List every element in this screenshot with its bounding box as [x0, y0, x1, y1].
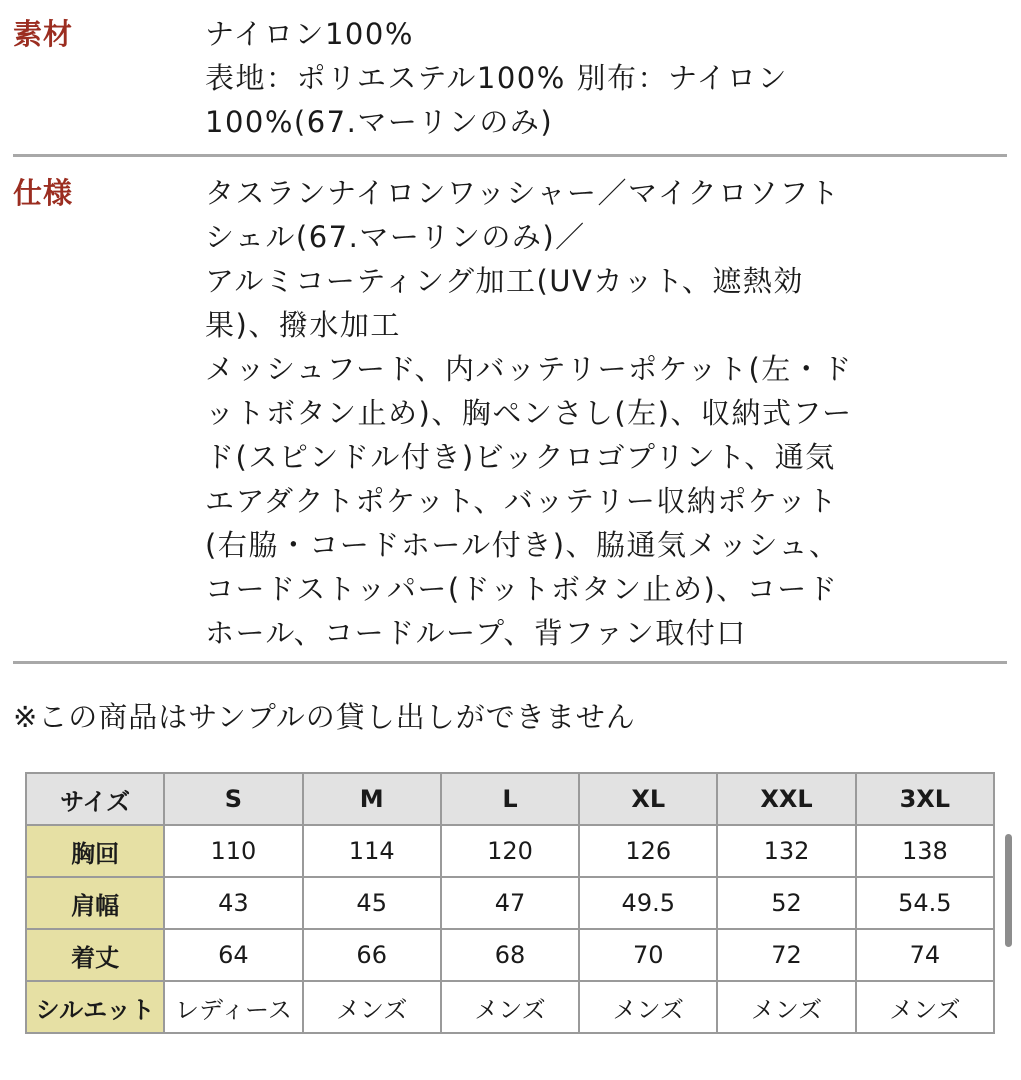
table-cell: 54.5: [856, 877, 994, 929]
specs-line: (右脇・コードホール付き)、脇通気メッシュ、: [205, 528, 840, 562]
table-cell: メンズ: [441, 981, 579, 1033]
size-corner-header: サイズ: [26, 773, 164, 825]
table-cell: 114: [303, 825, 441, 877]
specs-line: シェル(67.マーリンのみ)／: [205, 220, 586, 254]
specs-line: コードストッパー(ドットボタン止め)、コード: [205, 572, 839, 606]
row-label-length: 着丈: [26, 929, 164, 981]
table-cell: 47: [441, 877, 579, 929]
table-row: [26, 877, 994, 929]
table-cell: 120: [441, 825, 579, 877]
specs-line: 果)、撥水加工: [205, 308, 401, 342]
specs-value: [205, 171, 995, 655]
size-header: M: [303, 773, 441, 825]
table-cell: 110: [164, 825, 302, 877]
divider: [13, 661, 1007, 664]
table-cell: 66: [303, 929, 441, 981]
table-row: [26, 825, 994, 877]
specs-line: ホール、コードループ、背ファン取付口: [205, 616, 747, 650]
table-cell: 64: [164, 929, 302, 981]
material-label: 素材: [13, 17, 74, 51]
row-label-chest: 胸回: [26, 825, 164, 877]
row-label-silhouette: シルエット: [26, 981, 164, 1033]
sample-note: ※この商品はサンプルの貸し出しができません: [13, 700, 636, 734]
size-table: [25, 772, 995, 1034]
table-row: [26, 929, 994, 981]
size-header: L: [441, 773, 579, 825]
material-line: 表地：ポリエステル100% 別布：ナイロン: [205, 61, 788, 95]
specs-line: タスランナイロンワッシャー／マイクロソフト: [205, 176, 841, 210]
size-header-row: [26, 773, 994, 825]
size-header: XXL: [717, 773, 855, 825]
table-cell: 74: [856, 929, 994, 981]
specs-line: ットボタン止め)、胸ペンさし(左)、収納式フー: [205, 396, 853, 430]
size-header: XL: [579, 773, 717, 825]
specs-line: ド(スピンドル付き)ビックロゴプリント、通気: [205, 440, 836, 474]
table-row: [26, 981, 994, 1033]
table-cell: メンズ: [303, 981, 441, 1033]
table-cell: レディース: [164, 981, 302, 1033]
table-cell: 138: [856, 825, 994, 877]
table-cell: 43: [164, 877, 302, 929]
size-header: S: [164, 773, 302, 825]
table-cell: 45: [303, 877, 441, 929]
specs-label: 仕様: [13, 176, 74, 210]
material-line: ナイロン100%: [205, 17, 414, 51]
table-cell: 126: [579, 825, 717, 877]
row-label-shoulder: 肩幅: [26, 877, 164, 929]
table-cell: 52: [717, 877, 855, 929]
table-cell: 72: [717, 929, 855, 981]
specs-line: エアダクトポケット、バッテリー収納ポケット: [205, 484, 838, 518]
specs-line: メッシュフード、内バッテリーポケット(左・ド: [205, 352, 853, 386]
scrollbar-thumb[interactable]: [1005, 834, 1012, 947]
table-cell: 68: [441, 929, 579, 981]
material-line: 100%(67.マーリンのみ): [205, 105, 554, 139]
size-header: 3XL: [856, 773, 994, 825]
table-cell: 132: [717, 825, 855, 877]
table-cell: 49.5: [579, 877, 717, 929]
specs-line: アルミコーティング加工(UVカット、遮熱効: [205, 264, 804, 298]
table-cell: メンズ: [717, 981, 855, 1033]
table-cell: 70: [579, 929, 717, 981]
table-cell: メンズ: [579, 981, 717, 1033]
material-value: [205, 12, 995, 144]
divider: [13, 154, 1007, 157]
table-cell: メンズ: [856, 981, 994, 1033]
